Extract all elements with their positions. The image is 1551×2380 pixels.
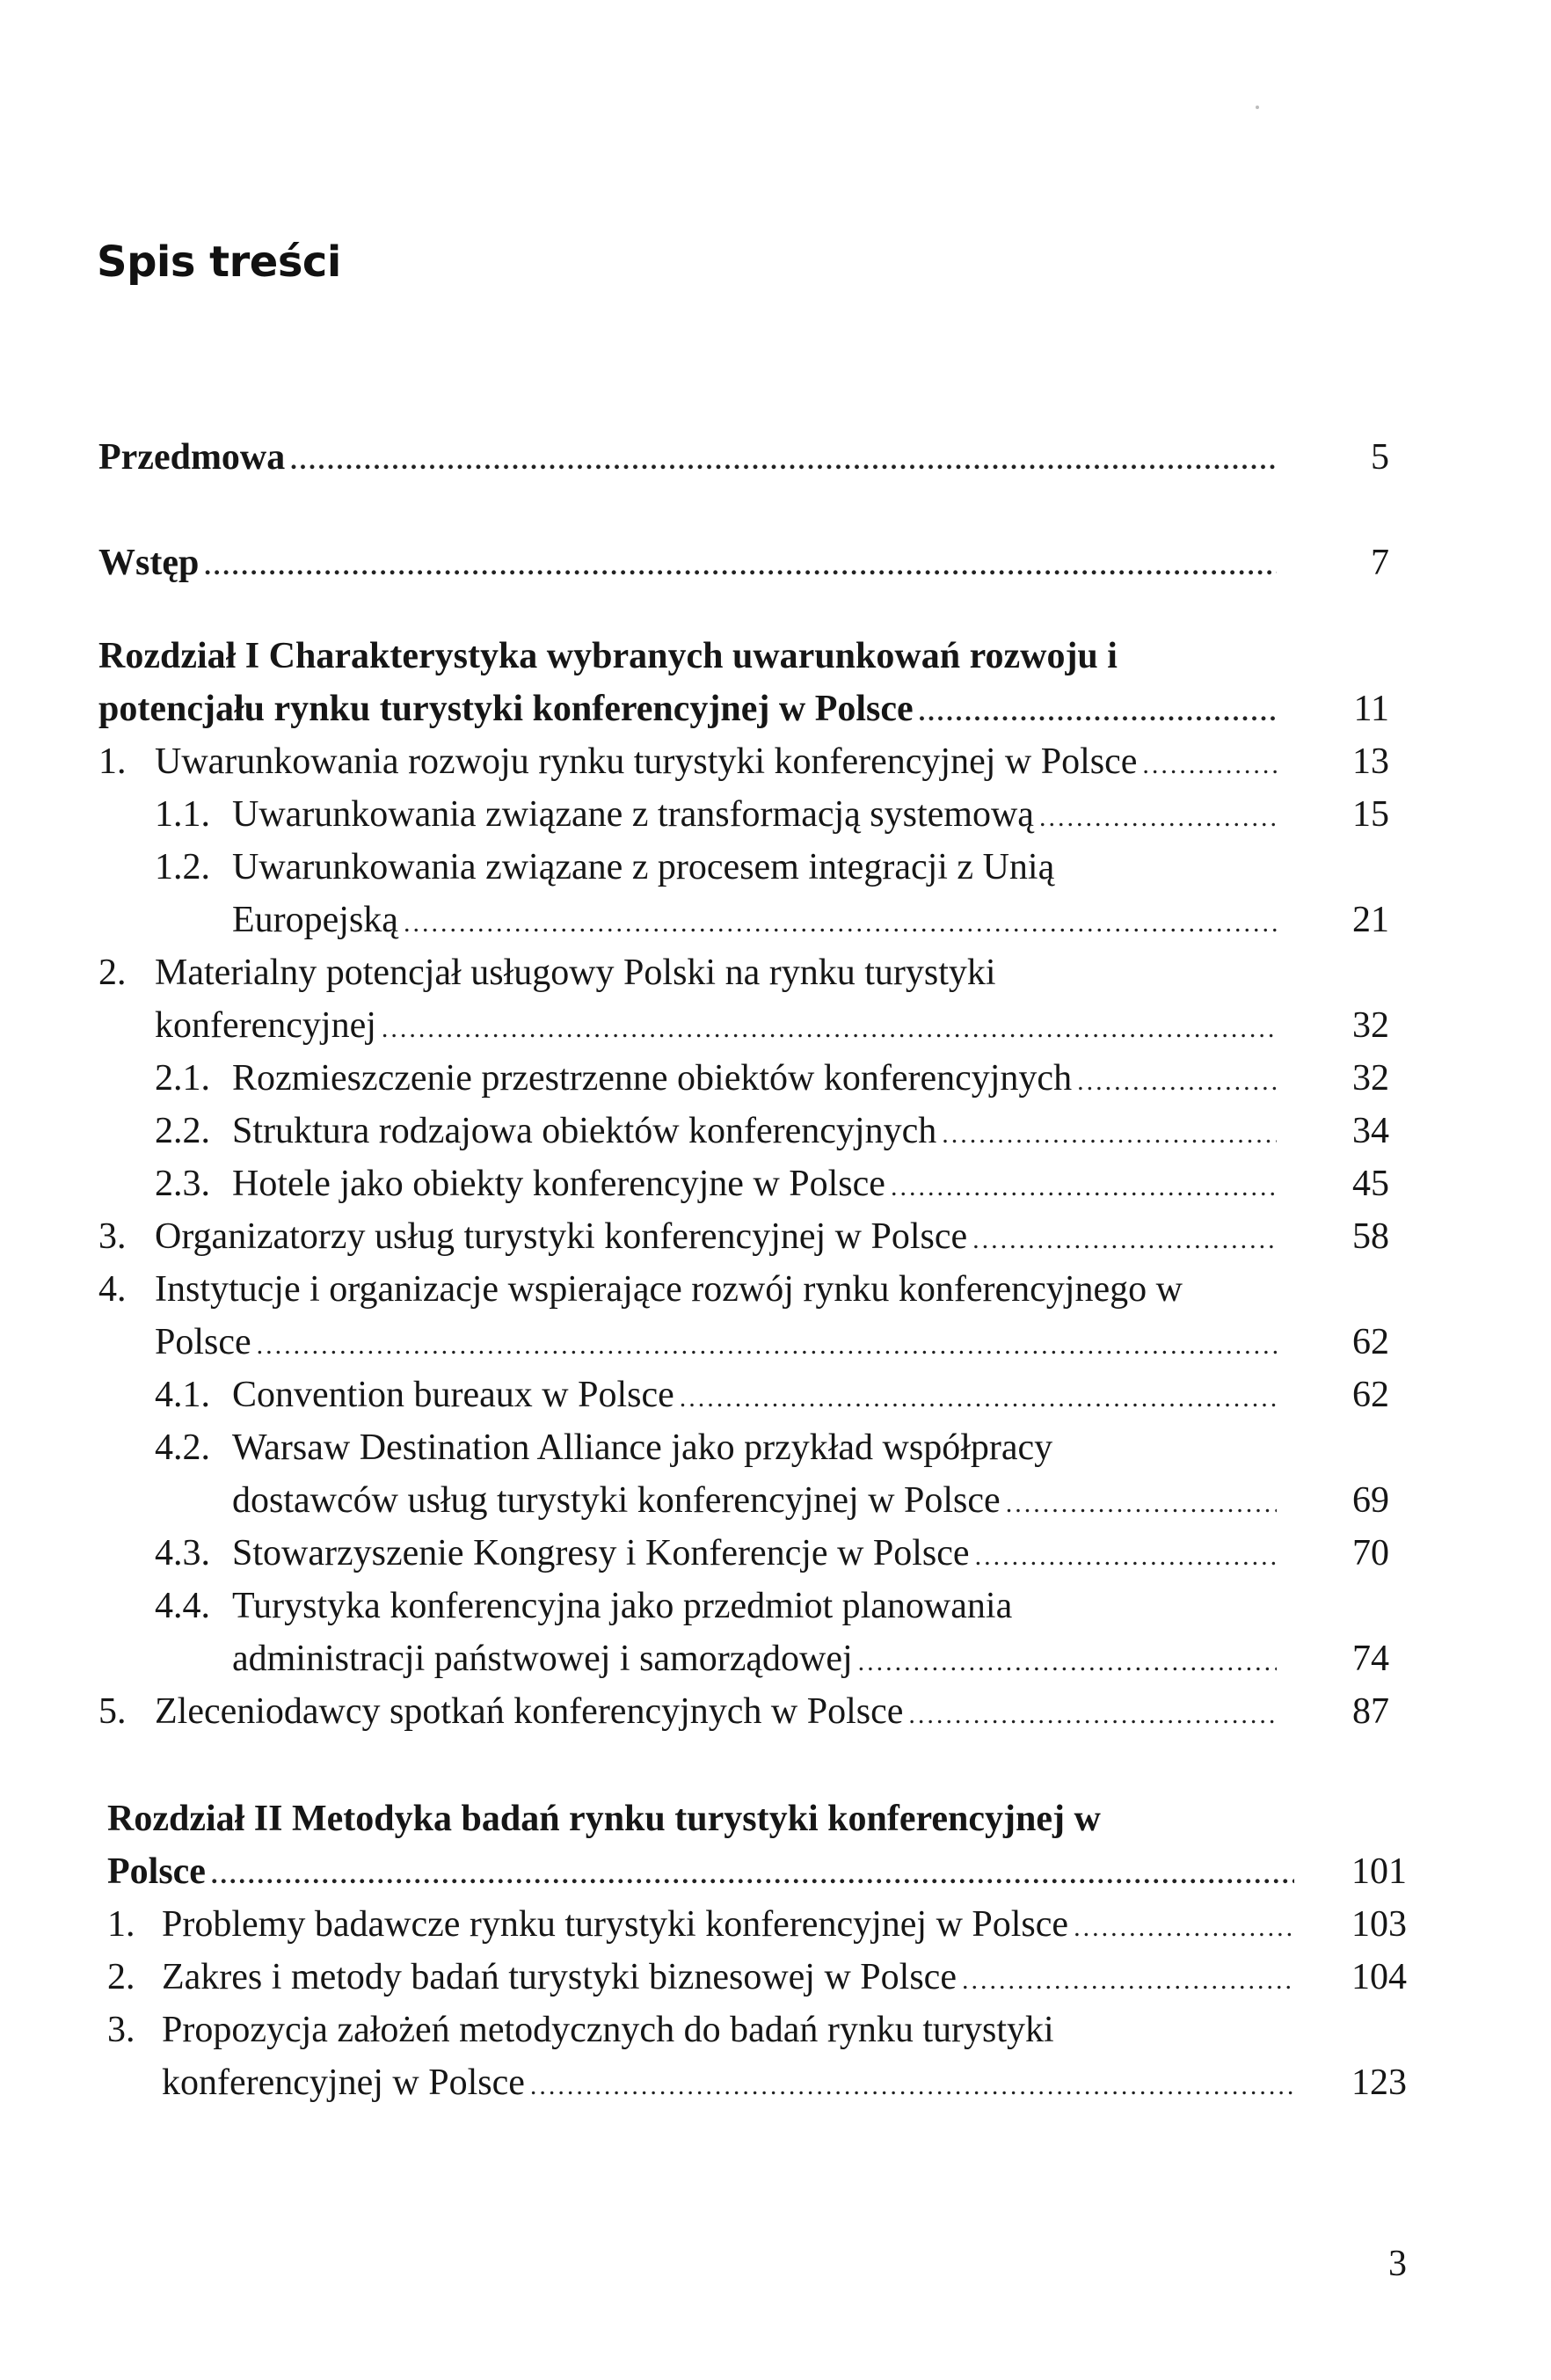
toc-entry[interactable] [98,1263,1277,1319]
page-number: 3 [1388,2244,1407,2284]
toc-entry[interactable] [107,2004,1294,2060]
toc-entry[interactable] [155,841,1277,897]
toc-marker: 3. [107,2010,135,2050]
toc-marker: 1. [107,1904,135,1945]
toc-page-number: 104 [1351,1957,1407,1997]
toc-page-number: 58 [1352,1216,1389,1257]
toc-page-number: 15 [1352,794,1389,835]
toc-entry[interactable] [155,1369,1277,1425]
toc-marker: 4.2. [155,1427,210,1468]
toc-label: konferencyjnej w Polsce [162,2062,525,2103]
toc-entry[interactable] [98,1685,1277,1741]
toc-label: Polsce [107,1851,206,1892]
toc-entry[interactable] [155,1052,1277,1108]
toc-entry[interactable] [98,735,1277,792]
toc-marker: 4.1. [155,1375,210,1415]
toc-label: Europejską [232,900,398,940]
toc-entry-cont[interactable] [155,999,1277,1055]
toc-label: Zakres i metody badań turystyki biznesowej w Polsce [162,1957,957,1997]
toc-entry[interactable] [155,1421,1277,1478]
toc-label: Propozycja założeń metodycznych do badań rynku turystyki [162,2010,1054,2050]
toc-entry-cont[interactable] [232,1632,1277,1689]
toc-label: Przedmowa [98,437,286,478]
toc-label: Zleceniodawcy spotkań konferencyjnych w Polsce [155,1691,904,1732]
toc-page-number: 34 [1352,1111,1389,1151]
toc-chapter-1[interactable] [98,630,1277,686]
toc-entry-wstep[interactable] [98,537,1277,593]
toc-label: Rozmieszczenie przestrzenne obiektów konferencyjnych [232,1058,1073,1099]
toc-page-number: 62 [1352,1322,1389,1362]
toc-chapter-2-cont[interactable] [107,1845,1294,1902]
toc-entry-przedmowa[interactable] [98,431,1277,487]
toc-label: Wstęp [98,543,200,583]
toc-label: Uwarunkowania rozwoju rynku turystyki konferencyjnej w Polsce [155,741,1138,782]
page-title: Spis treści [97,237,341,287]
toc-label: Convention bureaux w Polsce [232,1375,674,1415]
toc-page-number: 5 [1371,437,1389,478]
paper-speck [1256,106,1259,109]
toc-marker: 2.3. [155,1164,210,1204]
toc-chapter-1-cont[interactable] [98,683,1277,739]
toc-entry[interactable] [155,1580,1277,1636]
toc-entry-cont[interactable] [232,1474,1277,1530]
toc-entry-cont[interactable] [155,1316,1277,1372]
toc-entry-cont[interactable] [232,894,1277,950]
toc-marker: 5. [98,1691,127,1732]
toc-label: Rozdział I Charakterystyka wybranych uwarunkowań rozwoju i [98,636,1118,676]
toc-page-number: 103 [1351,1904,1407,1945]
toc-entry-cont[interactable] [162,2056,1294,2113]
toc-label: Organizatorzy usług turystyki konferencyjnej w Polsce [155,1216,968,1257]
toc-label: Problemy badawcze rynku turystyki konferencyjnej w Polsce [162,1904,1069,1945]
toc-marker: 2. [107,1957,135,1997]
toc-label: Hotele jako obiekty konferencyjne w Polsce [232,1164,885,1204]
toc-page-number: 11 [1353,689,1389,729]
toc-page-number: 32 [1352,1058,1389,1099]
toc-marker: 2. [98,953,127,993]
toc-entry[interactable] [98,1210,1277,1267]
toc-marker: 1.2. [155,847,210,887]
toc-page-number: 13 [1352,741,1389,782]
toc-marker: 4.3. [155,1533,210,1573]
toc-label: Rozdział II Metodyka badań rynku turystyki konferencyjnej w [107,1799,1101,1839]
toc-label: Warsaw Destination Alliance jako przykład współpracy [232,1427,1053,1468]
toc-marker: 1. [98,741,127,782]
toc-marker: 4. [98,1269,127,1310]
toc-page-number: 32 [1352,1005,1389,1046]
toc-page-number: 87 [1352,1691,1389,1732]
toc-label: Instytucje i organizacje wspierające rozwój rynku konferencyjnego w [155,1269,1183,1310]
toc-entry[interactable] [107,1951,1294,2007]
toc-marker: 3. [98,1216,127,1257]
toc-page-number: 21 [1352,900,1389,940]
toc-entry[interactable] [155,1105,1277,1161]
toc-label: Materialny potencjał usługowy Polski na rynku turystyki [155,953,996,993]
toc-page-number: 74 [1352,1639,1389,1679]
toc-entry[interactable] [155,788,1277,844]
toc-marker: 4.4. [155,1586,210,1626]
toc-label: Struktura rodzajowa obiektów konferencyjnych [232,1111,937,1151]
toc-label: administracji państwowej i samorządowej [232,1639,853,1679]
toc-page-number: 7 [1371,543,1389,583]
toc-entry[interactable] [155,1157,1277,1214]
toc-page-number: 70 [1352,1533,1389,1573]
toc-label: Uwarunkowania związane z transformacją systemową [232,794,1034,835]
toc-page-number: 45 [1352,1164,1389,1204]
toc-label: Stowarzyszenie Kongresy i Konferencje w Polsce [232,1533,970,1573]
toc-label: dostawców usług turystyki konferencyjnej w Polsce [232,1480,1001,1521]
toc-page-number: 123 [1351,2062,1407,2103]
toc-page-number: 101 [1351,1851,1407,1892]
toc-label: konferencyjnej [155,1005,376,1046]
toc-label: Polsce [155,1322,251,1362]
toc-label: Uwarunkowania związane z procesem integracji z Unią [232,847,1055,887]
toc-page-number: 69 [1352,1480,1389,1521]
toc-marker: 2.1. [155,1058,210,1099]
toc-marker: 2.2. [155,1111,210,1151]
toc-marker: 1.1. [155,794,210,835]
toc-entry[interactable] [107,1898,1294,1954]
toc-chapter-2[interactable] [107,1792,1294,1849]
toc-label: Turystyka konferencyjna jako przedmiot planowania [232,1586,1013,1626]
toc-label: potencjału rynku turystyki konferencyjnej w Polsce [98,689,914,729]
toc-page-number: 62 [1352,1375,1389,1415]
toc-entry[interactable] [155,1527,1277,1583]
toc-entry[interactable] [98,946,1277,1003]
